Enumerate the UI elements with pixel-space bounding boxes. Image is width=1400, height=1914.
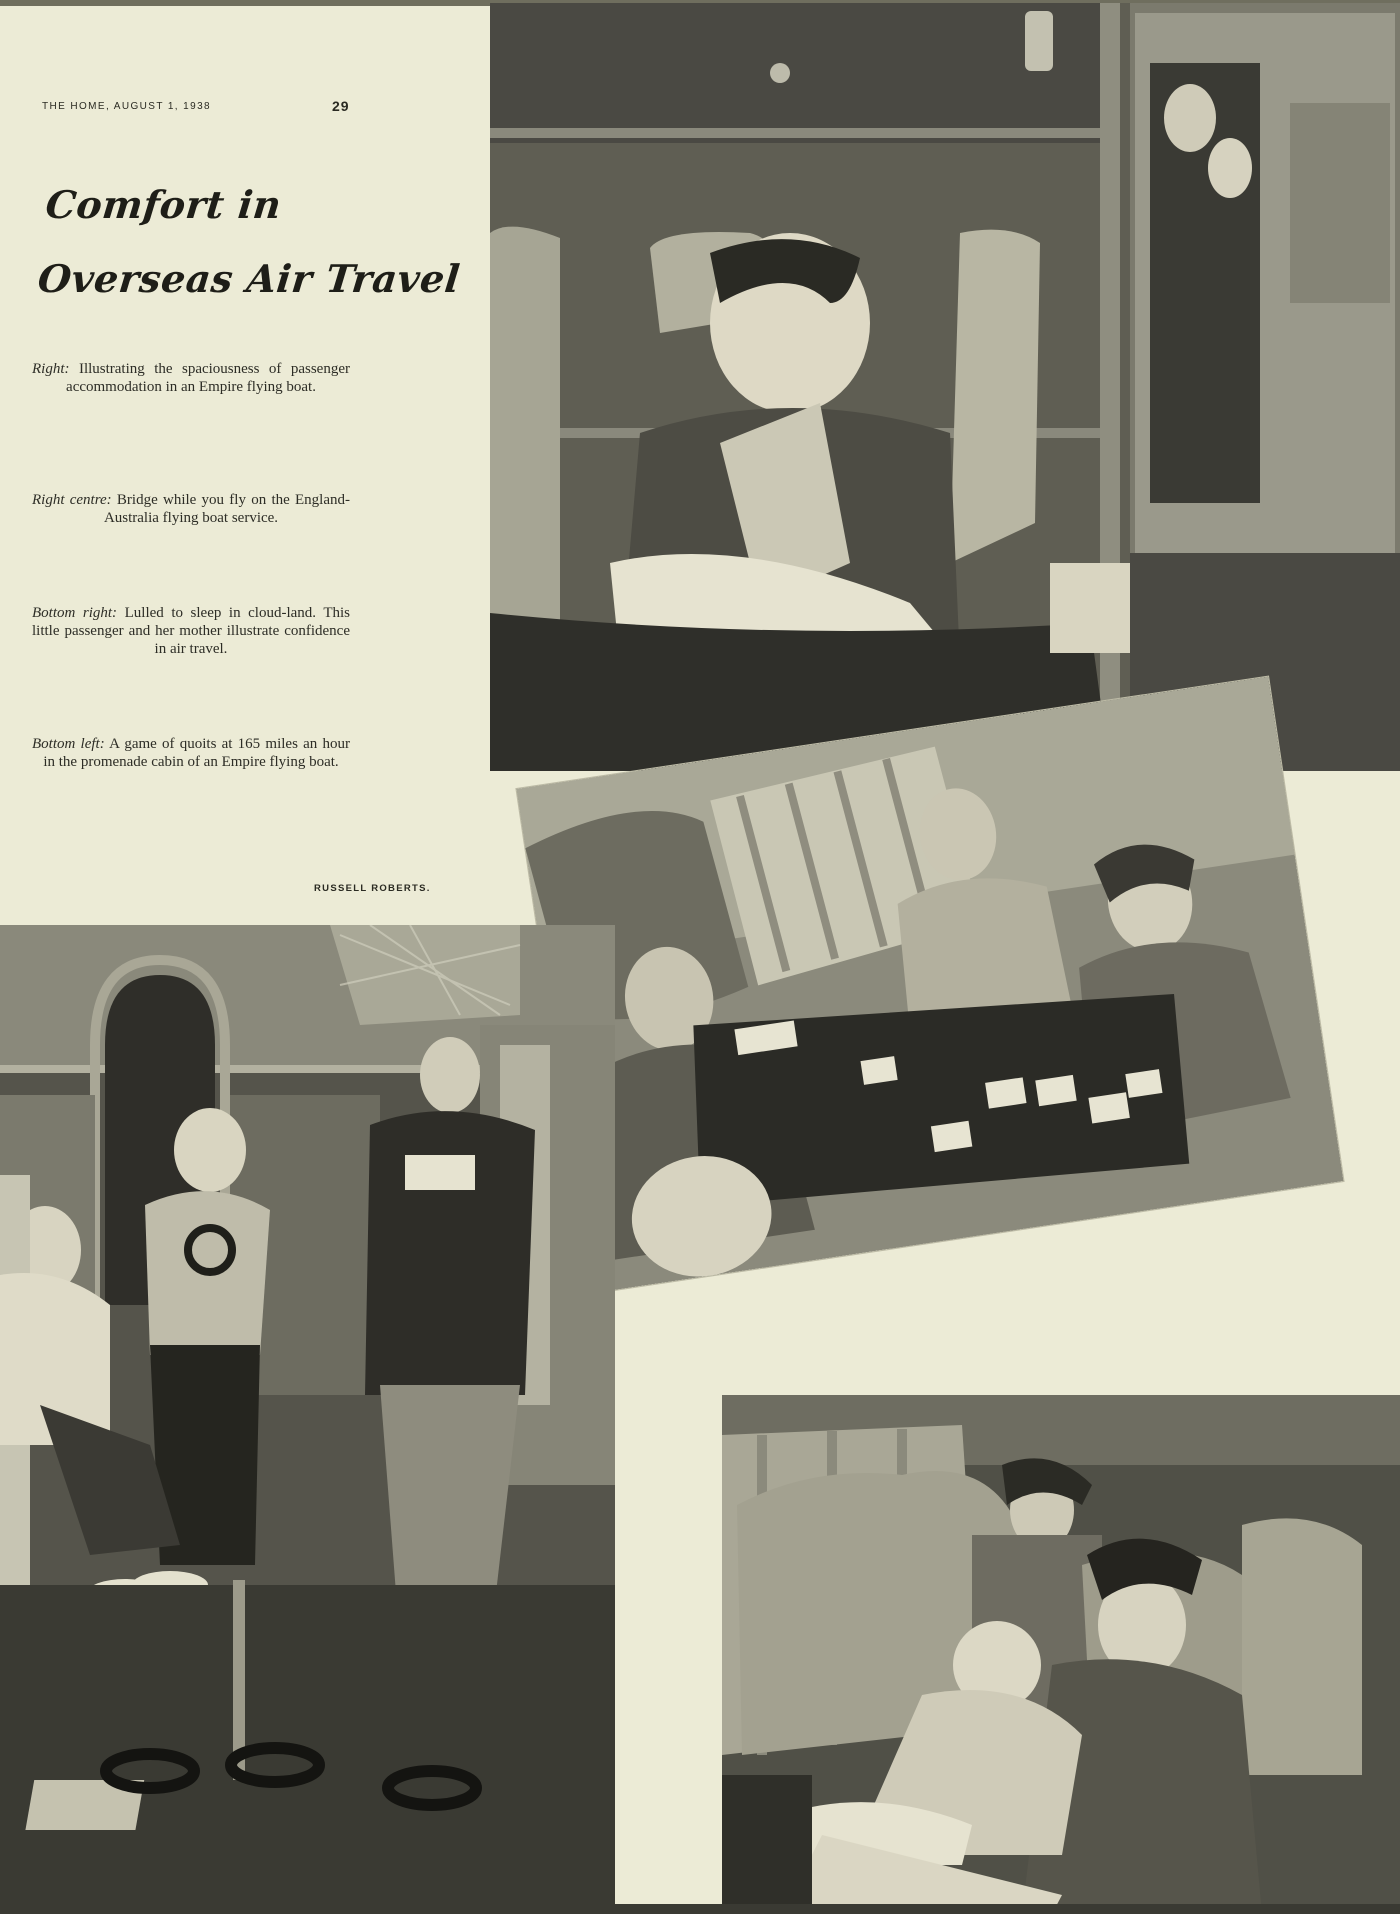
article-title	[34, 168, 463, 316]
caption-text: Bridge while you fly on the England-Australia flying boat service.	[103, 492, 351, 526]
caption-text: A game of quoits at 165 miles an hour in the promenade cabin of an Empire flying boat.	[43, 736, 350, 770]
caption-lead: Right centre:	[32, 492, 112, 508]
title-line-2: Overseas Air Travel	[35, 256, 463, 301]
caption-lead: Bottom left:	[32, 736, 105, 752]
caption-bottom-left	[32, 735, 350, 771]
page-header	[42, 98, 358, 116]
caption-text: Illustrating the spaciousness of passenger accommodation in an Empire flying boat.	[66, 361, 350, 395]
title-line-1: Comfort in	[43, 182, 284, 227]
caption-right	[32, 360, 350, 396]
caption-text: Lulled to sleep in cloud-land. This little passenger and her mother illustrate confidence in air travel.	[32, 605, 350, 657]
page-number: 29	[332, 98, 350, 114]
photo-sleeping-child	[722, 1395, 1400, 1914]
page-bottom-edge	[0, 1904, 1400, 1914]
photo-credit: RUSSELL ROBERTS.	[314, 883, 431, 894]
caption-lead: Right:	[32, 361, 70, 377]
running-head: THE HOME, AUGUST 1, 1938	[42, 101, 212, 112]
photo-quoits-game	[0, 925, 615, 1914]
caption-right-centre	[32, 491, 350, 527]
photo-woman-in-cabin-seat	[490, 3, 1400, 771]
caption-bottom-right	[32, 604, 350, 658]
caption-lead: Bottom right:	[32, 605, 118, 621]
